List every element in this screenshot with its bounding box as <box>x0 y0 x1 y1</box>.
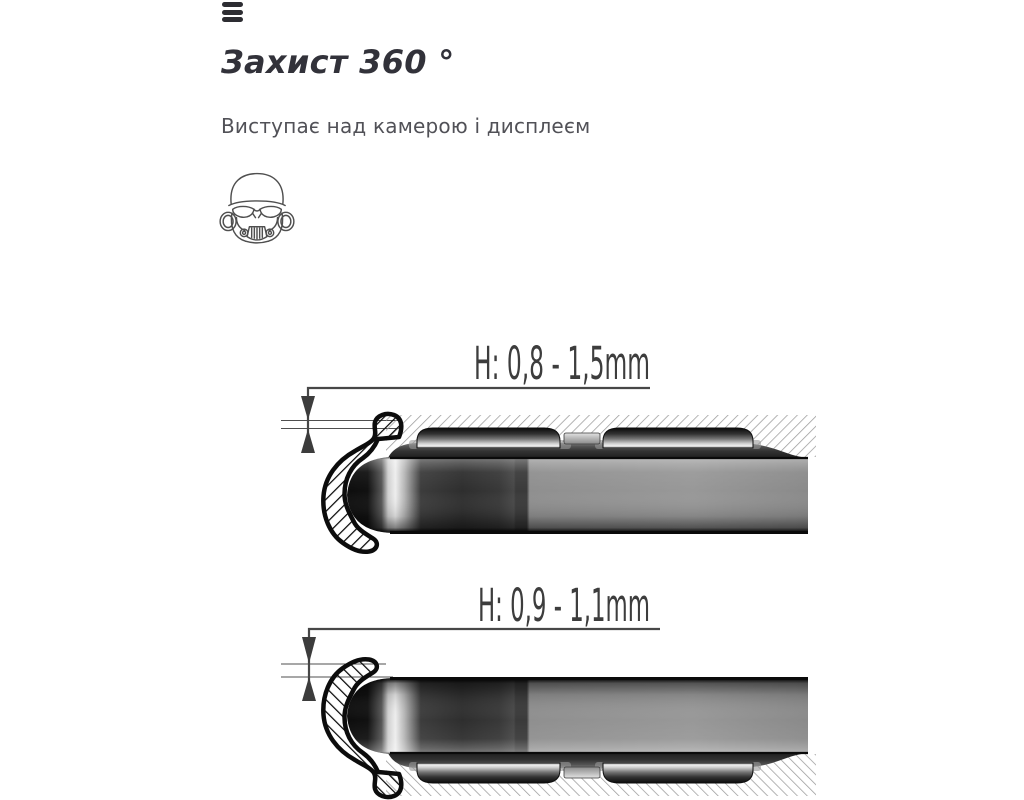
measurement-label: H: 0,8 - 1,5mm <box>474 337 650 390</box>
page-subtitle: Виступає над камерою і дисплеєм <box>221 114 591 138</box>
protection-diagram-display-side <box>278 575 823 800</box>
hamburger-icon[interactable] <box>222 2 244 25</box>
phone-case-cross-section-flipped <box>323 659 816 797</box>
stormtrooper-helmet-icon <box>219 167 295 247</box>
phone-case-cross-section <box>323 414 816 552</box>
dimension-arrow-up <box>301 429 315 453</box>
dimension-arrow-down <box>301 396 315 420</box>
page-title: Захист 360 ° <box>221 43 455 81</box>
hamburger-bar <box>222 2 243 7</box>
measurement-label: H: 0,9 - 1,1mm <box>478 579 650 632</box>
protection-diagram-camera-side <box>278 330 823 560</box>
hamburger-bar <box>222 10 243 15</box>
hamburger-bar <box>222 17 243 22</box>
dimension-arrow-down <box>302 637 316 664</box>
dimension-arrow-up <box>302 677 316 701</box>
